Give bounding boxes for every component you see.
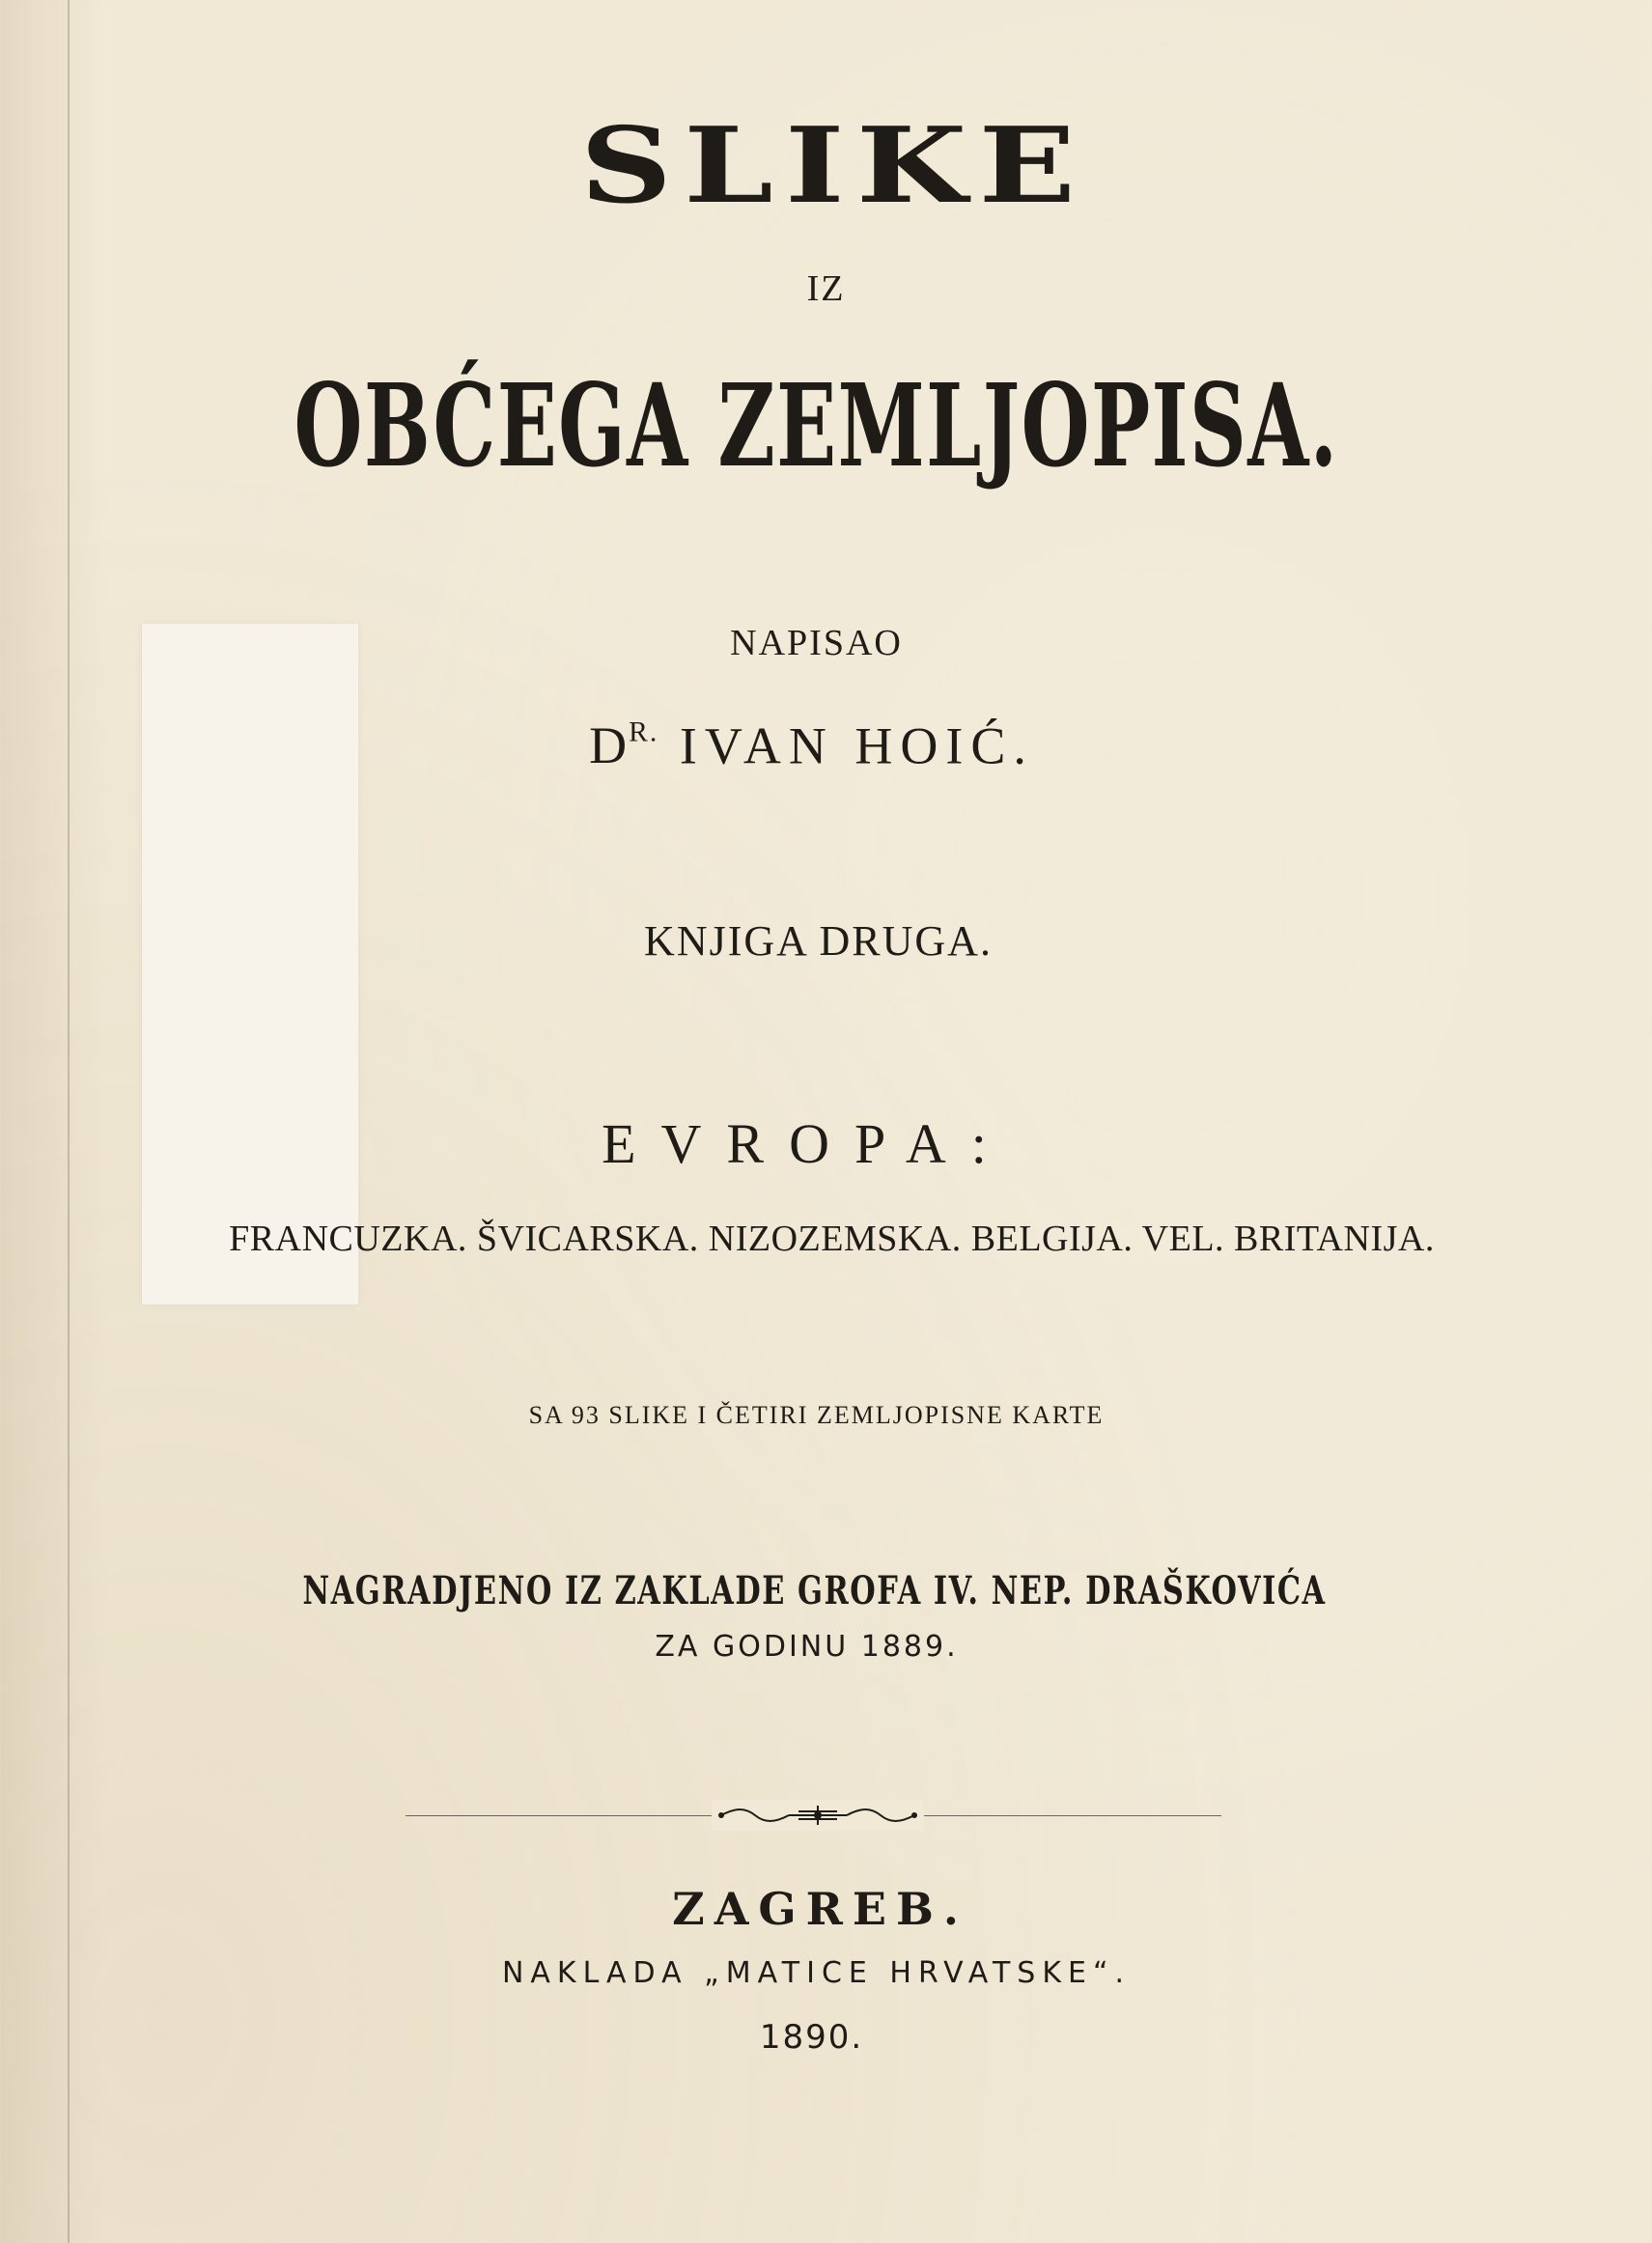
ornamental-rule bbox=[406, 1815, 1221, 1816]
author-line bbox=[0, 716, 1638, 775]
title-subtitle: OBĆEGA ZEMLJOPISA. bbox=[294, 358, 1339, 492]
author-name: IVAN HOIĆ. bbox=[679, 716, 1034, 775]
ornament-icon bbox=[712, 1800, 924, 1831]
award-note: NAGRADJENO IZ ZAKLADE GROFA IV. NEP. DRAŠKOVIĆA bbox=[302, 1568, 1327, 1613]
images-and-maps-note: SA 93 SLIKE I ČETIRI ZEMLJOPISNE KARTE bbox=[528, 1401, 1105, 1429]
city: ZAGREB. bbox=[672, 1883, 968, 1935]
publication-year: 1890. bbox=[759, 2018, 864, 2057]
award-year: ZA GODINU 1889. bbox=[655, 1630, 959, 1664]
written-by-label: NAPISAO bbox=[730, 623, 903, 663]
title-connector: IZ bbox=[806, 268, 846, 309]
title-main: SLIKE bbox=[579, 105, 1088, 227]
countries-list: FRANCUZKA. ŠVICARSKA. NIZOZEMSKA. BELGIJA. VEL. BRITANIJA. bbox=[229, 1219, 1435, 1259]
region-heading: EVROPA: bbox=[602, 1112, 1012, 1175]
book-number: KNJIGA DRUGA. bbox=[644, 917, 993, 965]
author-title: $D^{R.}$ bbox=[589, 716, 659, 775]
publisher: NAKLADA „MATICE HRVATSKE“. bbox=[501, 1956, 1132, 1990]
